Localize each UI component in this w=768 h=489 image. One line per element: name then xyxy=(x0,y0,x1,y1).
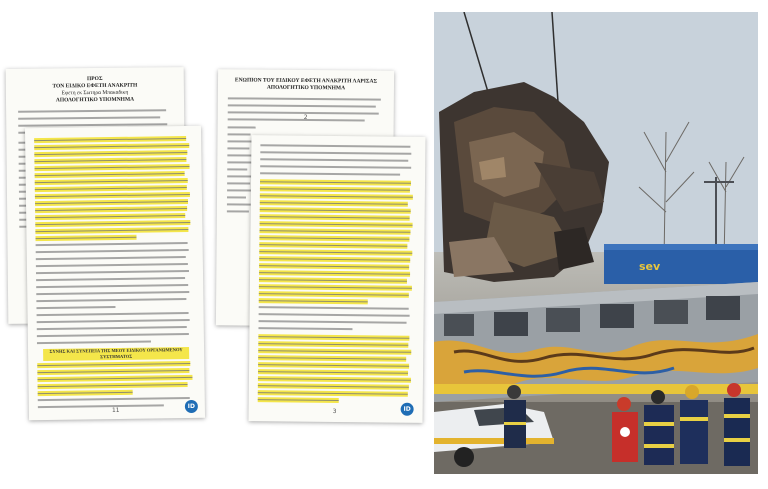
train-logo-text: sev xyxy=(639,260,661,273)
publisher-badge: ID xyxy=(185,400,198,413)
doc-header xyxy=(228,77,384,92)
derailed-passenger-car xyxy=(434,282,758,402)
doc-header-line: ΠΡΟΣ xyxy=(86,75,103,83)
page-number: 3 xyxy=(332,407,337,416)
document-front-right xyxy=(249,135,426,423)
page-number: 11 xyxy=(111,406,120,415)
publisher-badge: ID xyxy=(401,403,414,416)
doc-header-line: ΤΟΝ ΕΙΔΙΚΟ ΕΦΕΤΗ ΑΝΑΚΡΙΤΗ xyxy=(52,82,138,90)
doc-header-line: ΑΠΟΛΟΓΗΤΙΚΟ ΥΠΟΜΝΗΜΑ xyxy=(266,84,346,92)
doc-header-line: Εφετη εκ Σωτηρα Μπακαδικη xyxy=(61,89,129,97)
doc-body xyxy=(25,126,205,408)
highlighted-heading: ΣΥΝΗΣ ΚΑΙ ΣΥΝΕΠΕΙΑ ΤΗΣ ΜΕΟΥ ΕΙΔΙΚΟΥ ΟΡΓΑΝΩΜΕΝΟΥ ΣΥΣΤΗΜΑΤΟΣ xyxy=(43,347,189,361)
doc-header-line: ΕΝΩΠΙΟΝ ΤΟΥ ΕΙΔΙΚΟΥ ΕΦΕΤΗ ΑΝΑΚΡΙΤΗ ΛΑΡΙΣΑΣ xyxy=(234,77,378,85)
doc-body xyxy=(249,135,426,404)
doc-header-line: ΑΠΟΛΟΓΗΤΙΚΟ ΥΠΟΜΝΗΜΑ xyxy=(55,96,135,104)
train-wreck-photo xyxy=(434,12,758,474)
train-wreck-illustration xyxy=(434,12,758,474)
doc-header xyxy=(18,75,172,105)
page-number: 2 xyxy=(303,113,308,122)
document-front-left xyxy=(25,126,205,420)
